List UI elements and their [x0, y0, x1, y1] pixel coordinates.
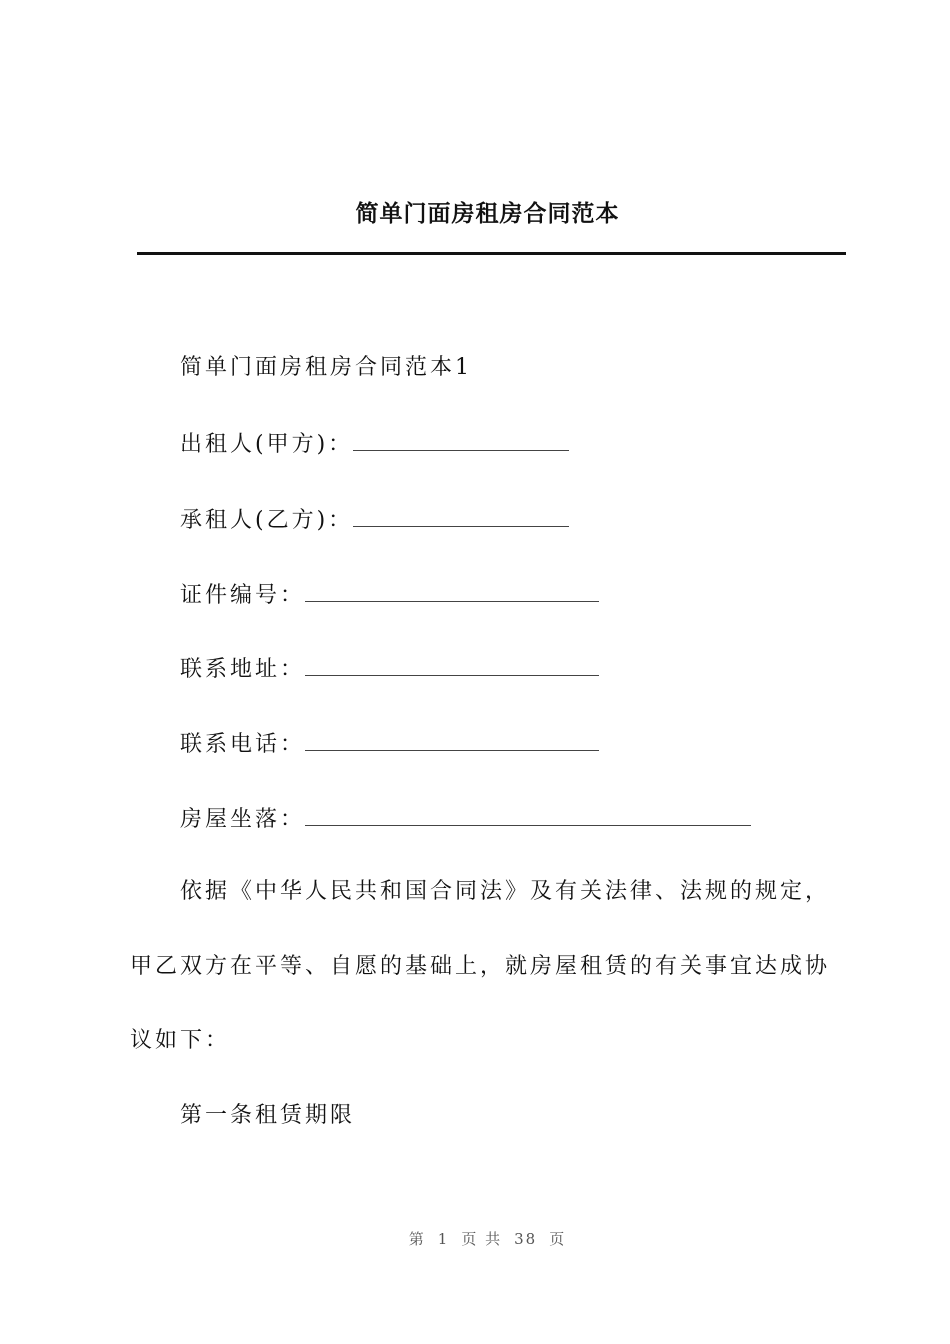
paragraph-line: 议如下： [130, 1028, 231, 1053]
field-label: 联系地址： [180, 657, 306, 682]
blank-line [305, 579, 599, 602]
contract-heading: 简单门面房租房合同范本1 [180, 355, 472, 380]
page-title: 简单门面房租房合同范本 [355, 201, 620, 227]
footer-total-pages: 38 [514, 1230, 538, 1248]
section-heading: 第一条租赁期限 [180, 1103, 356, 1128]
footer-middle: 页 共 [461, 1230, 503, 1248]
field-phone [180, 728, 599, 760]
blank-line [353, 504, 569, 527]
title-divider [137, 252, 846, 255]
paragraph-line: 依据《中华人民共和国合同法》及有关法律、法规的规定， [180, 879, 831, 904]
blank-line [305, 728, 599, 751]
footer-suffix: 页 [549, 1230, 567, 1248]
field-lessor [180, 428, 569, 460]
page-footer [0, 1228, 950, 1249]
field-label: 证件编号： [180, 583, 306, 608]
field-label: 承租人(乙方)： [180, 508, 354, 533]
field-address [180, 653, 599, 685]
field-label: 出租人(甲方)： [180, 432, 354, 457]
field-property-location [180, 803, 751, 835]
field-lessee [180, 504, 569, 536]
blank-line [353, 428, 569, 451]
footer-page-number: 1 [437, 1230, 450, 1248]
field-id-number [180, 579, 599, 611]
blank-line [305, 803, 751, 826]
footer-prefix: 第 [408, 1230, 426, 1248]
field-label: 房屋坐落： [180, 807, 306, 832]
paragraph-line: 甲乙双方在平等、自愿的基础上，就房屋租赁的有关事宜达成协 [130, 954, 831, 979]
blank-line [305, 653, 599, 676]
field-label: 联系电话： [180, 732, 306, 757]
